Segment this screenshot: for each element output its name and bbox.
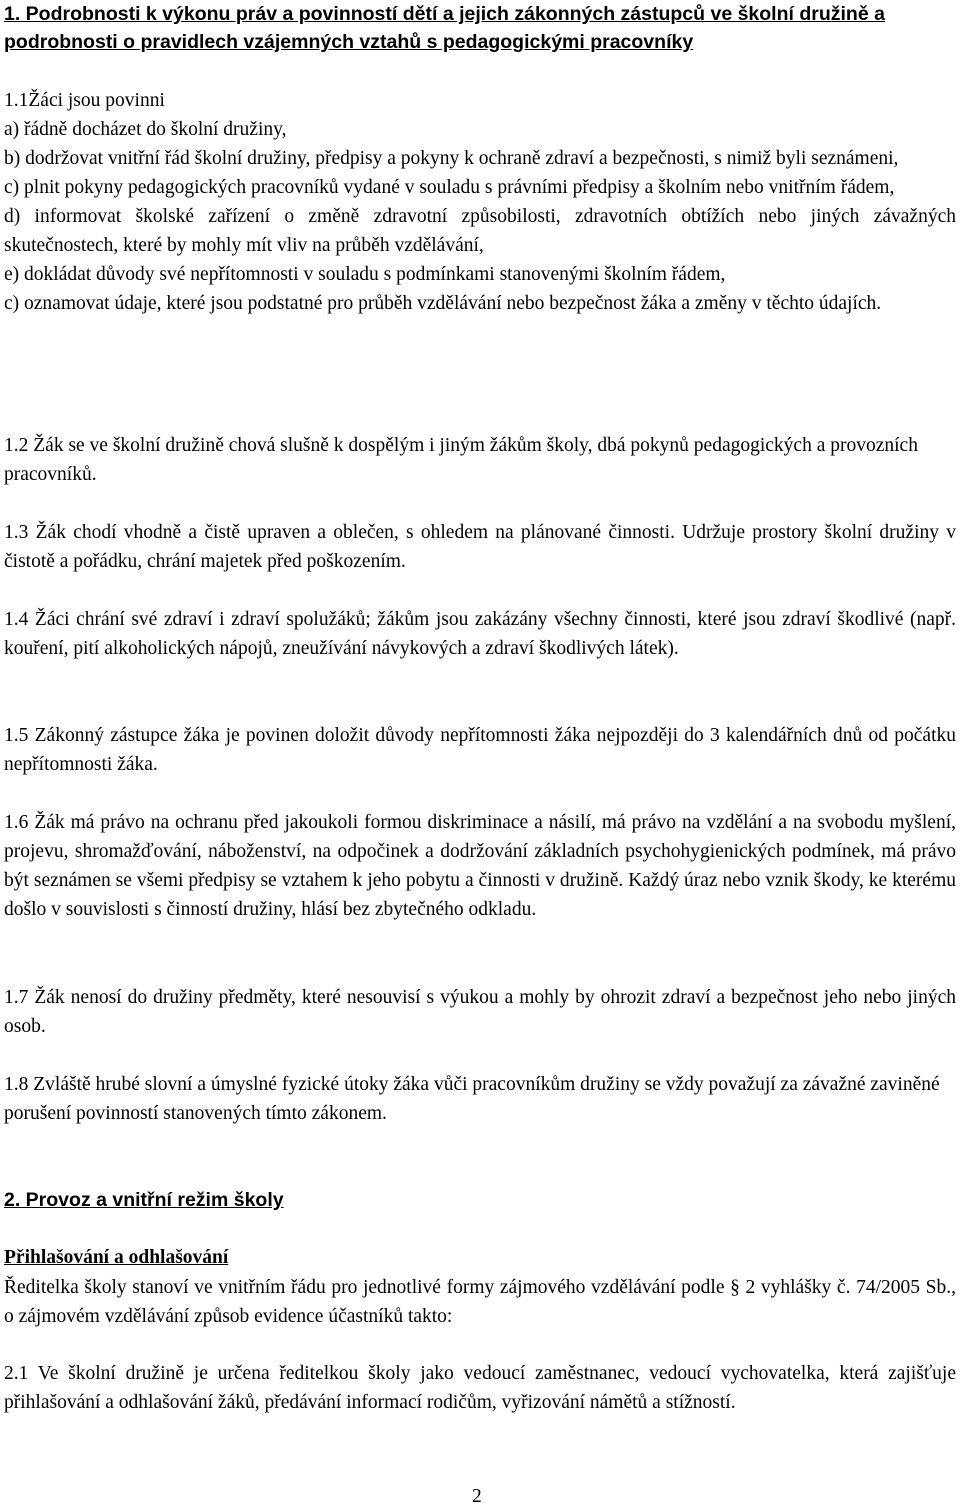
- section-2-1-paragraph: 2.1 Ve školní družině je určena ředitelkou školy jako vedoucí zaměstnanec, vedoucí vychovatelka, která zajišťuje přihlašování a odhlašování žáků, předávání informací rodičům, vyřizování námětů a stížností.: [4, 1363, 956, 1413]
- section-1-1-item-b: b) dodržovat vnitřní řád školní družiny, předpisy a pokyny k ochraně zdraví a bezpečnosti, s nimiž byli seznámeni,: [4, 148, 899, 169]
- section-1-1-item-c: c) plnit pokyny pedagogických pracovníků vydané v souladu s právními předpisy a školním nebo vnitřním řádem,: [4, 177, 895, 198]
- section-1-7-paragraph: 1.7 Žák nenosí do družiny předměty, které nesouvisí s výukou a mohly by ohrozit zdraví a bezpečnost jeho nebo jiných osob.: [4, 987, 956, 1037]
- section-1-1-list: [4, 86, 956, 318]
- registration-intro-paragraph: Ředitelka školy stanoví ve vnitřním řádu pro jednotlivé formy zájmového vzdělávání podle § 2 vyhlášky č. 74/2005 Sb., o zájmovém vzdělávání způsob evidence účastníků takto:: [4, 1277, 956, 1327]
- registration-subheading: Přihlašování a odhlašování: [4, 1247, 229, 1268]
- section-1-1-intro: 1.1Žáci jsou povinni: [4, 90, 165, 111]
- section-1-5-paragraph: 1.5 Zákonný zástupce žáka je povinen doložit důvody nepřítomnosti žáka nejpozději do 3 kalendářních dnů od počátku nepřítomnosti žáka.: [4, 725, 956, 775]
- section-1-1-item-c2: c) oznamovat údaje, které jsou podstatné pro průběh vzdělávání nebo bezpečnost žáka a změny v těchto údajích.: [4, 293, 882, 314]
- section-1-3-paragraph: 1.3 Žák chodí vhodně a čistě upraven a oblečen, s ohledem na plánované činnosti. Udržuje prostory školní družiny v čistotě a pořádku, chrání majetek před poškozením.: [4, 522, 956, 572]
- section-1-8-paragraph: 1.8 Zvláště hrubé slovní a úmyslné fyzické útoky žáka vůči pracovníkům družiny se vždy považují za závažné zaviněné porušení povinností stanovených tímto zákonem.: [4, 1074, 940, 1124]
- page-number: 2: [472, 1486, 482, 1507]
- section-1-2-paragraph: 1.2 Žák se ve školní družině chová slušně k dospělým i jiným žákům školy, dbá pokynů pedagogických a provozních pracovníků.: [4, 435, 918, 485]
- section-2-heading: 2. Provoz a vnitřní režim školy: [4, 1189, 284, 1211]
- section-1-4-paragraph: 1.4 Žáci chrání své zdraví i zdraví spolužáků; žákům jsou zakázány všechny činnosti, které jsou zdraví škodlivé (např. kouření, pití alkoholických nápojů, zneužívání návykových a zdraví škodlivých látek).: [4, 609, 956, 659]
- section-1-1-item-a: a) řádně docházet do školní družiny,: [4, 119, 287, 140]
- section-1-6-paragraph: 1.6 Žák má právo na ochranu před jakoukoli formou diskriminace a násilí, má právo na vzdělání a na svobodu myšlení, projevu, shromažďování, náboženství, na odpočinek a dodržování základních psychohygienických podmínek, má právo být seznámen se všemi předpisy se vztahem k jeho pobytu a činnosti v družině. Každý úraz nebo vznik škody, ke kterému došlo v souvislosti s činností družiny, hlásí bez zbytečného odkladu.: [4, 812, 956, 920]
- section-1-1-item-e: e) dokládat důvody své nepřítomnosti v souladu s podmínkami stanovenými školním řádem,: [4, 264, 726, 285]
- section-1-1-item-d: d) informovat školské zařízení o změně zdravotní způsobilosti, zdravotních obtížích nebo jiných závažných skutečnostech, které by mohly mít vliv na průběh vzdělávání,: [4, 206, 956, 256]
- section-1-heading: 1. Podrobnosti k výkonu práv a povinností dětí a jejich zákonných zástupců ve školní družině a podrobnosti o pravidlech vzájemných vztahů s pedagogickými pracovníky: [4, 3, 885, 53]
